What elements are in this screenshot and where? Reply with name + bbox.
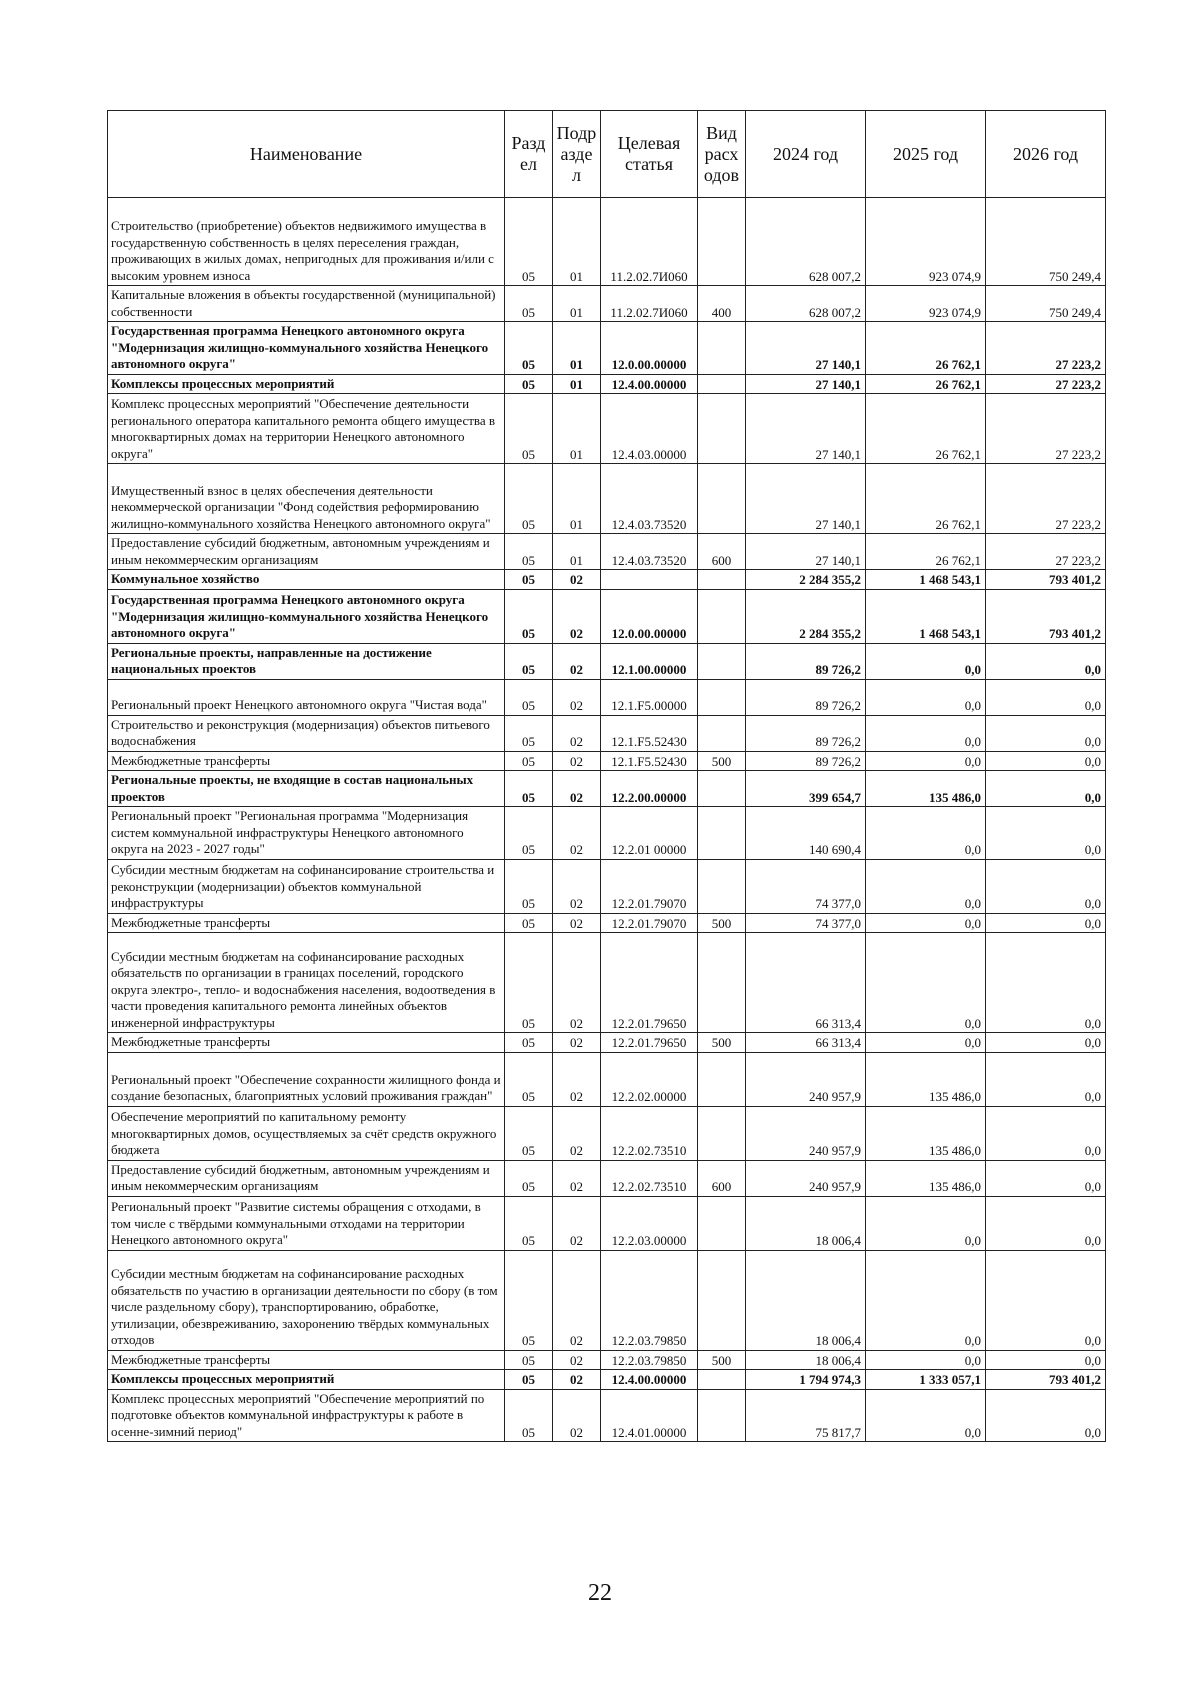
cell-2025: 1 333 057,1	[866, 1370, 986, 1390]
table-header-row	[108, 111, 1106, 198]
cell-2024: 74 377,0	[746, 913, 866, 933]
cell-subsection: 02	[553, 807, 601, 860]
table-body	[108, 198, 1106, 1442]
cell-section: 05	[505, 771, 553, 807]
cell-section: 05	[505, 913, 553, 933]
cell-2026: 0,0	[986, 807, 1106, 860]
cell-expense-type	[698, 933, 746, 1033]
cell-2025: 26 762,1	[866, 322, 986, 375]
cell-section: 05	[505, 1106, 553, 1160]
cell-2024: 89 726,2	[746, 643, 866, 679]
cell-subsection: 01	[553, 534, 601, 570]
table-row	[108, 679, 1106, 715]
cell-2024: 89 726,2	[746, 751, 866, 771]
cell-target-article: 12.1.F5.52430	[601, 715, 698, 751]
cell-2026: 0,0	[986, 933, 1106, 1033]
cell-2024: 66 313,4	[746, 933, 866, 1033]
header-2024: 2024 год	[746, 111, 866, 198]
cell-target-article	[601, 570, 698, 590]
cell-subsection: 01	[553, 198, 601, 286]
cell-2025: 0,0	[866, 859, 986, 913]
table-row	[108, 534, 1106, 570]
table-row	[108, 1033, 1106, 1053]
cell-target-article: 12.2.00.00000	[601, 771, 698, 807]
cell-section: 05	[505, 374, 553, 394]
cell-target-article: 12.4.00.00000	[601, 374, 698, 394]
cell-2025: 0,0	[866, 715, 986, 751]
cell-subsection: 02	[553, 1160, 601, 1196]
cell-2024: 75 817,7	[746, 1389, 866, 1442]
cell-name: Региональный проект "Обеспечение сохранности жилищного фонда и создание безопасных, благоприятных условий проживания граждан"	[108, 1052, 505, 1106]
cell-expense-type	[698, 715, 746, 751]
cell-2025: 0,0	[866, 751, 986, 771]
cell-section: 05	[505, 286, 553, 322]
cell-name: Предоставление субсидий бюджетным, автономным учреждениям и иным некоммерческим организациям	[108, 534, 505, 570]
header-target-article: Целевая статья	[601, 111, 698, 198]
cell-expense-type	[698, 807, 746, 860]
cell-expense-type	[698, 679, 746, 715]
cell-name: Комплекс процессных мероприятий "Обеспечение деятельности регионального оператора капитального ремонта общего имущества в многоквартирных домах на территории Ненецкого автономного округа"	[108, 394, 505, 464]
cell-2026: 793 401,2	[986, 589, 1106, 643]
cell-target-article: 11.2.02.7И060	[601, 286, 698, 322]
cell-2025: 135 486,0	[866, 771, 986, 807]
cell-target-article: 12.2.01 00000	[601, 807, 698, 860]
cell-expense-type: 500	[698, 913, 746, 933]
cell-2026: 27 223,2	[986, 394, 1106, 464]
table-row	[108, 1052, 1106, 1106]
cell-section: 05	[505, 1052, 553, 1106]
cell-target-article: 12.2.01.79070	[601, 913, 698, 933]
cell-2025: 923 074,9	[866, 286, 986, 322]
cell-2025: 0,0	[866, 1196, 986, 1250]
table-row	[108, 807, 1106, 860]
cell-2024: 18 006,4	[746, 1250, 866, 1350]
cell-section: 05	[505, 933, 553, 1033]
cell-target-article: 12.2.02.73510	[601, 1106, 698, 1160]
cell-2025: 923 074,9	[866, 198, 986, 286]
cell-2024: 27 140,1	[746, 464, 866, 534]
cell-subsection: 02	[553, 1033, 601, 1053]
table-row	[108, 913, 1106, 933]
cell-name: Межбюджетные трансферты	[108, 751, 505, 771]
cell-2026: 0,0	[986, 859, 1106, 913]
cell-2026: 750 249,4	[986, 198, 1106, 286]
cell-2024: 89 726,2	[746, 715, 866, 751]
cell-target-article: 12.2.02.73510	[601, 1160, 698, 1196]
cell-expense-type	[698, 198, 746, 286]
cell-2024: 18 006,4	[746, 1196, 866, 1250]
cell-2026: 0,0	[986, 751, 1106, 771]
cell-section: 05	[505, 1196, 553, 1250]
cell-name: Субсидии местным бюджетам на софинансирование расходных обязательств по участию в организации деятельности по сбору (в том числе раздельному сбору), транспортированию, обработке, утилизации, обезвреживанию, захоронению твёрдых коммунальных отходов	[108, 1250, 505, 1350]
cell-target-article: 12.2.01.79650	[601, 933, 698, 1033]
cell-2024: 628 007,2	[746, 286, 866, 322]
table-row	[108, 933, 1106, 1033]
cell-subsection: 01	[553, 464, 601, 534]
cell-2026: 0,0	[986, 1250, 1106, 1350]
cell-section: 05	[505, 1250, 553, 1350]
cell-2026: 27 223,2	[986, 464, 1106, 534]
cell-section: 05	[505, 715, 553, 751]
cell-expense-type: 600	[698, 534, 746, 570]
cell-2026: 793 401,2	[986, 570, 1106, 590]
cell-expense-type	[698, 570, 746, 590]
cell-subsection: 02	[553, 1196, 601, 1250]
cell-2025: 0,0	[866, 1033, 986, 1053]
cell-2025: 135 486,0	[866, 1106, 986, 1160]
cell-subsection: 02	[553, 933, 601, 1033]
cell-2026: 27 223,2	[986, 322, 1106, 375]
cell-target-article: 12.4.03.00000	[601, 394, 698, 464]
cell-target-article: 12.1.F5.00000	[601, 679, 698, 715]
header-2026: 2026 год	[986, 111, 1106, 198]
cell-2025: 26 762,1	[866, 534, 986, 570]
cell-subsection: 01	[553, 394, 601, 464]
cell-name: Строительство и реконструкция (модернизация) объектов питьевого водоснабжения	[108, 715, 505, 751]
header-name: Наименование	[108, 111, 505, 198]
cell-section: 05	[505, 859, 553, 913]
cell-2026: 0,0	[986, 771, 1106, 807]
cell-subsection: 01	[553, 374, 601, 394]
cell-name: Региональный проект "Развитие системы обращения с отходами, в том числе с твёрдыми коммунальными отходами на территории Ненецкого автономного округа"	[108, 1196, 505, 1250]
cell-subsection: 02	[553, 913, 601, 933]
cell-2026: 750 249,4	[986, 286, 1106, 322]
cell-subsection: 01	[553, 286, 601, 322]
header-2025: 2025 год	[866, 111, 986, 198]
table-row	[108, 1250, 1106, 1350]
cell-target-article: 12.4.00.00000	[601, 1370, 698, 1390]
cell-2026: 0,0	[986, 1106, 1106, 1160]
table-row	[108, 1160, 1106, 1196]
cell-target-article: 12.2.01.79650	[601, 1033, 698, 1053]
cell-name: Капитальные вложения в объекты государственной (муниципальной) собственности	[108, 286, 505, 322]
cell-target-article: 12.2.03.79850	[601, 1250, 698, 1350]
cell-expense-type	[698, 1106, 746, 1160]
table-row	[108, 589, 1106, 643]
cell-section: 05	[505, 198, 553, 286]
cell-expense-type: 400	[698, 286, 746, 322]
cell-2025: 0,0	[866, 1350, 986, 1370]
cell-target-article: 12.4.03.73520	[601, 464, 698, 534]
cell-name: Комплекс процессных мероприятий "Обеспечение мероприятий по подготовке объектов коммунальной инфраструктуры к работе в осенне-зимний период"	[108, 1389, 505, 1442]
cell-expense-type	[698, 464, 746, 534]
cell-section: 05	[505, 679, 553, 715]
cell-target-article: 12.4.03.73520	[601, 534, 698, 570]
cell-expense-type	[698, 643, 746, 679]
cell-2026: 0,0	[986, 1389, 1106, 1442]
cell-section: 05	[505, 643, 553, 679]
cell-2024: 140 690,4	[746, 807, 866, 860]
cell-2024: 74 377,0	[746, 859, 866, 913]
cell-name: Коммунальное хозяйство	[108, 570, 505, 590]
cell-2024: 89 726,2	[746, 679, 866, 715]
table-row	[108, 394, 1106, 464]
cell-subsection: 02	[553, 643, 601, 679]
cell-name: Обеспечение мероприятий по капитальному ремонту многоквартирных домов, осуществляемых за счёт средств окружного бюджета	[108, 1106, 505, 1160]
cell-2025: 0,0	[866, 807, 986, 860]
table-row	[108, 198, 1106, 286]
cell-name: Региональный проект Ненецкого автономного округа "Чистая вода"	[108, 679, 505, 715]
table-row	[108, 286, 1106, 322]
cell-section: 05	[505, 1033, 553, 1053]
cell-name: Субсидии местным бюджетам на софинансирование строительства и реконструкции (модернизации) объектов коммунальной инфраструктуры	[108, 859, 505, 913]
cell-target-article: 11.2.02.7И060	[601, 198, 698, 286]
budget-table	[107, 110, 1106, 1442]
cell-expense-type: 500	[698, 1350, 746, 1370]
cell-2025: 0,0	[866, 913, 986, 933]
table-row	[108, 570, 1106, 590]
cell-name: Государственная программа Ненецкого автономного округа "Модернизация жилищно-коммунального хозяйства Ненецкого автономного округа"	[108, 322, 505, 375]
cell-subsection: 02	[553, 859, 601, 913]
cell-2024: 240 957,9	[746, 1160, 866, 1196]
cell-section: 05	[505, 534, 553, 570]
cell-2026: 0,0	[986, 1350, 1106, 1370]
cell-2025: 0,0	[866, 1250, 986, 1350]
table-row	[108, 1370, 1106, 1390]
cell-subsection: 01	[553, 322, 601, 375]
cell-target-article: 12.2.01.79070	[601, 859, 698, 913]
budget-table-container	[107, 110, 1105, 1442]
cell-subsection: 02	[553, 1052, 601, 1106]
header-expense-type: Вид расх одов	[698, 111, 746, 198]
cell-2024: 1 794 974,3	[746, 1370, 866, 1390]
cell-2026: 0,0	[986, 1160, 1106, 1196]
table-row	[108, 1196, 1106, 1250]
table-row	[108, 464, 1106, 534]
cell-target-article: 12.4.01.00000	[601, 1389, 698, 1442]
cell-2026: 27 223,2	[986, 374, 1106, 394]
cell-target-article: 12.1.00.00000	[601, 643, 698, 679]
cell-name: Имущественный взнос в целях обеспечения деятельности некоммерческой организации "Фонд содействия реформированию жилищно-коммунального хозяйства Ненецкого автономного округа"	[108, 464, 505, 534]
cell-2024: 27 140,1	[746, 322, 866, 375]
cell-expense-type	[698, 1370, 746, 1390]
cell-2024: 18 006,4	[746, 1350, 866, 1370]
cell-expense-type	[698, 589, 746, 643]
cell-2024: 399 654,7	[746, 771, 866, 807]
cell-name: Межбюджетные трансферты	[108, 1350, 505, 1370]
cell-2025: 26 762,1	[866, 394, 986, 464]
cell-2026: 0,0	[986, 1196, 1106, 1250]
cell-name: Региональные проекты, направленные на достижение национальных проектов	[108, 643, 505, 679]
cell-section: 05	[505, 570, 553, 590]
table-row	[108, 1106, 1106, 1160]
cell-2024: 628 007,2	[746, 198, 866, 286]
cell-expense-type	[698, 1389, 746, 1442]
page-number: 22	[588, 1580, 612, 1606]
cell-subsection: 02	[553, 771, 601, 807]
cell-2024: 2 284 355,2	[746, 589, 866, 643]
cell-2026: 793 401,2	[986, 1370, 1106, 1390]
cell-expense-type: 600	[698, 1160, 746, 1196]
cell-2026: 0,0	[986, 715, 1106, 751]
cell-2024: 240 957,9	[746, 1052, 866, 1106]
table-row	[108, 374, 1106, 394]
header-section: Разд ел	[505, 111, 553, 198]
cell-target-article: 12.0.00.00000	[601, 589, 698, 643]
cell-section: 05	[505, 1160, 553, 1196]
table-row	[108, 1389, 1106, 1442]
cell-2026: 0,0	[986, 913, 1106, 933]
cell-2025: 135 486,0	[866, 1160, 986, 1196]
cell-2025: 1 468 543,1	[866, 570, 986, 590]
cell-2026: 0,0	[986, 679, 1106, 715]
table-row	[108, 771, 1106, 807]
cell-expense-type	[698, 1250, 746, 1350]
cell-expense-type: 500	[698, 1033, 746, 1053]
cell-section: 05	[505, 322, 553, 375]
cell-target-article: 12.1.F5.52430	[601, 751, 698, 771]
table-row	[108, 322, 1106, 375]
cell-target-article: 12.2.02.00000	[601, 1052, 698, 1106]
cell-2025: 0,0	[866, 643, 986, 679]
cell-expense-type	[698, 859, 746, 913]
cell-name: Региональный проект "Региональная программа "Модернизация систем коммунальной инфраструктуры Ненецкого автономного округа на 2023 - 2027 годы"	[108, 807, 505, 860]
cell-name: Строительство (приобретение) объектов недвижимого имущества в государственную собственность в целях переселения граждан, проживающих в жилых домах, непригодных для проживания и/или с высоким уровнем износа	[108, 198, 505, 286]
cell-target-article: 12.0.00.00000	[601, 322, 698, 375]
cell-2026: 0,0	[986, 643, 1106, 679]
cell-name: Комплексы процессных мероприятий	[108, 374, 505, 394]
cell-expense-type	[698, 771, 746, 807]
table-row	[108, 859, 1106, 913]
cell-subsection: 02	[553, 751, 601, 771]
cell-2025: 0,0	[866, 679, 986, 715]
cell-2024: 66 313,4	[746, 1033, 866, 1053]
cell-2024: 27 140,1	[746, 394, 866, 464]
cell-expense-type	[698, 1196, 746, 1250]
cell-section: 05	[505, 1370, 553, 1390]
cell-subsection: 02	[553, 715, 601, 751]
table-row	[108, 1350, 1106, 1370]
cell-name: Предоставление субсидий бюджетным, автономным учреждениям и иным некоммерческим организациям	[108, 1160, 505, 1196]
cell-name: Комплексы процессных мероприятий	[108, 1370, 505, 1390]
cell-2024: 2 284 355,2	[746, 570, 866, 590]
table-row	[108, 643, 1106, 679]
cell-section: 05	[505, 1389, 553, 1442]
cell-2024: 27 140,1	[746, 534, 866, 570]
cell-expense-type	[698, 394, 746, 464]
table-row	[108, 751, 1106, 771]
cell-expense-type	[698, 322, 746, 375]
cell-subsection: 02	[553, 1350, 601, 1370]
cell-expense-type	[698, 1052, 746, 1106]
cell-name: Межбюджетные трансферты	[108, 913, 505, 933]
cell-subsection: 02	[553, 1106, 601, 1160]
cell-subsection: 02	[553, 1250, 601, 1350]
cell-2026: 0,0	[986, 1033, 1106, 1053]
cell-2025: 0,0	[866, 933, 986, 1033]
cell-target-article: 12.2.03.79850	[601, 1350, 698, 1370]
cell-2026: 0,0	[986, 1052, 1106, 1106]
header-subsection: Подр азде л	[553, 111, 601, 198]
cell-2025: 0,0	[866, 1389, 986, 1442]
cell-subsection: 02	[553, 679, 601, 715]
cell-subsection: 02	[553, 589, 601, 643]
cell-2025: 26 762,1	[866, 464, 986, 534]
cell-2024: 240 957,9	[746, 1106, 866, 1160]
cell-section: 05	[505, 1350, 553, 1370]
cell-expense-type: 500	[698, 751, 746, 771]
cell-2025: 1 468 543,1	[866, 589, 986, 643]
cell-section: 05	[505, 807, 553, 860]
cell-section: 05	[505, 464, 553, 534]
cell-2026: 27 223,2	[986, 534, 1106, 570]
cell-name: Межбюджетные трансферты	[108, 1033, 505, 1053]
cell-subsection: 02	[553, 1389, 601, 1442]
cell-subsection: 02	[553, 570, 601, 590]
cell-section: 05	[505, 589, 553, 643]
cell-name: Региональные проекты, не входящие в состав национальных проектов	[108, 771, 505, 807]
cell-subsection: 02	[553, 1370, 601, 1390]
cell-2025: 135 486,0	[866, 1052, 986, 1106]
table-row	[108, 715, 1106, 751]
cell-section: 05	[505, 751, 553, 771]
cell-name: Государственная программа Ненецкого автономного округа "Модернизация жилищно-коммунального хозяйства Ненецкого автономного округа"	[108, 589, 505, 643]
cell-2024: 27 140,1	[746, 374, 866, 394]
cell-target-article: 12.2.03.00000	[601, 1196, 698, 1250]
cell-section: 05	[505, 394, 553, 464]
cell-expense-type	[698, 374, 746, 394]
cell-name: Субсидии местным бюджетам на софинансирование расходных обязательств по организации в границах поселений, городского округа электро-, тепло- и водоснабжения населения, водоотведения в части проведения капитального ремонта линейных объектов инженерной инфраструктуры	[108, 933, 505, 1033]
cell-2025: 26 762,1	[866, 374, 986, 394]
